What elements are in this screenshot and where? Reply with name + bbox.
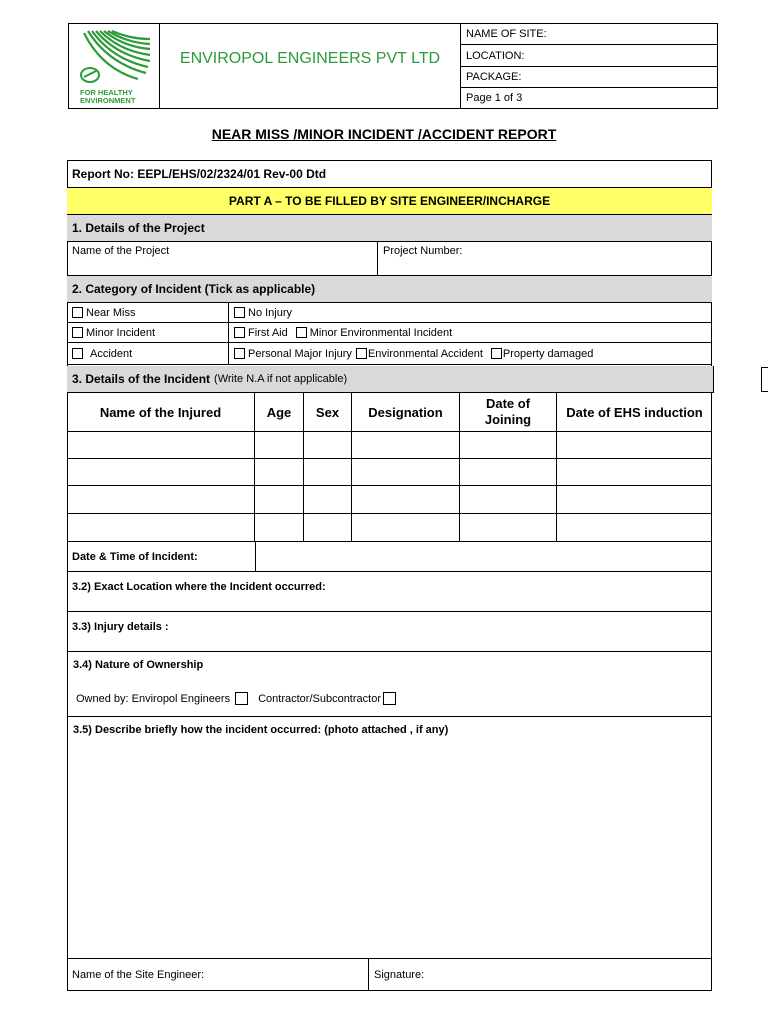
header-right xyxy=(460,23,718,109)
col-divider xyxy=(352,432,460,542)
owned-by-label: Owned by: Enviropol Engineers xyxy=(76,692,231,705)
environmental-accident-label: Environmental Accident xyxy=(367,347,483,360)
injured-table-header xyxy=(67,393,712,432)
logo-cell xyxy=(68,23,160,109)
ownership-label: 3.4) Nature of Ownership xyxy=(73,659,204,671)
section3-heading-text: 3. Details of the Incident xyxy=(72,372,211,386)
near-miss-checkbox[interactable] xyxy=(72,307,83,318)
logo-tagline-1: FOR HEALTHY xyxy=(80,88,133,97)
signature-field[interactable]: Signature: xyxy=(374,969,425,981)
injury-details-field[interactable]: 3.3) Injury details : xyxy=(67,612,712,652)
contractor-checkbox[interactable] xyxy=(383,692,396,705)
logo-tagline-2: ENVIRONMENT xyxy=(80,96,136,105)
date-time-field[interactable] xyxy=(256,542,712,572)
col-age: Age xyxy=(255,393,304,431)
col-date-of-joining: Date of Joining xyxy=(460,393,557,431)
project-number-field[interactable]: Project Number: xyxy=(378,242,712,276)
location-field[interactable]: LOCATION: xyxy=(461,45,718,67)
first-aid-label: First Aid xyxy=(248,326,288,339)
minor-env-incident-checkbox[interactable] xyxy=(296,327,307,338)
near-miss-option[interactable] xyxy=(67,303,229,323)
incident-description-field[interactable] xyxy=(67,717,712,959)
no-injury-option[interactable] xyxy=(229,303,712,323)
accident-option[interactable] xyxy=(67,343,229,365)
col-date-of-ehs-induction: Date of EHS induction xyxy=(566,404,703,420)
company-name: ENVIROPOL ENGINEERS PVT LTD xyxy=(179,50,441,67)
page-indicator: Page 1 of 3 xyxy=(466,92,523,104)
project-name-field[interactable]: Name of the Project xyxy=(67,242,378,276)
personal-major-injury-checkbox[interactable] xyxy=(234,348,245,359)
accident-label: Accident xyxy=(90,347,133,360)
personal-major-injury-label: Personal Major Injury xyxy=(248,347,352,360)
package-field[interactable]: PACKAGE: xyxy=(461,67,718,88)
ownership-section xyxy=(67,652,712,717)
accident-types xyxy=(229,343,712,365)
near-miss-label: Near Miss xyxy=(86,306,136,319)
report-title: NEAR MISS /MINOR INCIDENT /ACCIDENT REPORT xyxy=(211,126,557,142)
describe-label: 3.5) Describe briefly how the incident occurred: (photo attached , if any) xyxy=(73,724,449,736)
minor-incident-label: Minor Incident xyxy=(86,326,156,339)
first-aid-checkbox[interactable] xyxy=(234,327,245,338)
minor-incident-checkbox[interactable] xyxy=(72,327,83,338)
col-designation: Designation xyxy=(352,393,460,431)
col-sex: Sex xyxy=(304,393,352,431)
property-damaged-label: Property damaged xyxy=(502,347,594,360)
section3-heading-note: (Write N.A if not applicable) xyxy=(214,373,348,385)
ownership-options xyxy=(76,692,399,705)
minor-incident-types xyxy=(229,323,712,343)
section1-heading: 1. Details of the Project xyxy=(67,215,712,242)
exact-location-field[interactable]: 3.2) Exact Location where the Incident occurred: xyxy=(67,572,712,612)
enviropol-logo xyxy=(68,23,158,107)
environmental-accident-checkbox[interactable] xyxy=(356,348,367,359)
contractor-label: Contractor/Subcontractor xyxy=(258,692,381,705)
edge-box xyxy=(761,367,768,392)
injured-table-body xyxy=(67,432,712,542)
section2-heading: 2. Category of Incident (Tick as applicable) xyxy=(67,276,712,303)
date-time-label: Date & Time of Incident: xyxy=(67,542,256,572)
property-damaged-checkbox[interactable] xyxy=(491,348,502,359)
accident-checkbox[interactable] xyxy=(72,348,83,359)
col-divider xyxy=(67,432,255,542)
col-divider xyxy=(304,432,352,542)
enviropol-checkbox[interactable] xyxy=(235,692,248,705)
minor-env-incident-label: Minor Environmental Incident xyxy=(309,326,453,339)
section3-heading xyxy=(67,366,714,393)
part-a-band: PART A – TO BE FILLED BY SITE ENGINEER/INCHARGE xyxy=(67,188,712,215)
report-number: Report No: EEPL/EHS/02/2324/01 Rev-00 Dtd xyxy=(67,160,712,188)
col-divider xyxy=(255,432,304,542)
col-divider xyxy=(460,432,557,542)
site-engineer-name-field[interactable]: Name of the Site Engineer: xyxy=(67,959,369,991)
no-injury-label: No Injury xyxy=(248,306,293,319)
col-name-of-injured: Name of the Injured xyxy=(67,393,255,431)
no-injury-checkbox[interactable] xyxy=(234,307,245,318)
name-of-site-field[interactable]: NAME OF SITE: xyxy=(461,23,718,45)
minor-incident-option[interactable] xyxy=(67,323,229,343)
